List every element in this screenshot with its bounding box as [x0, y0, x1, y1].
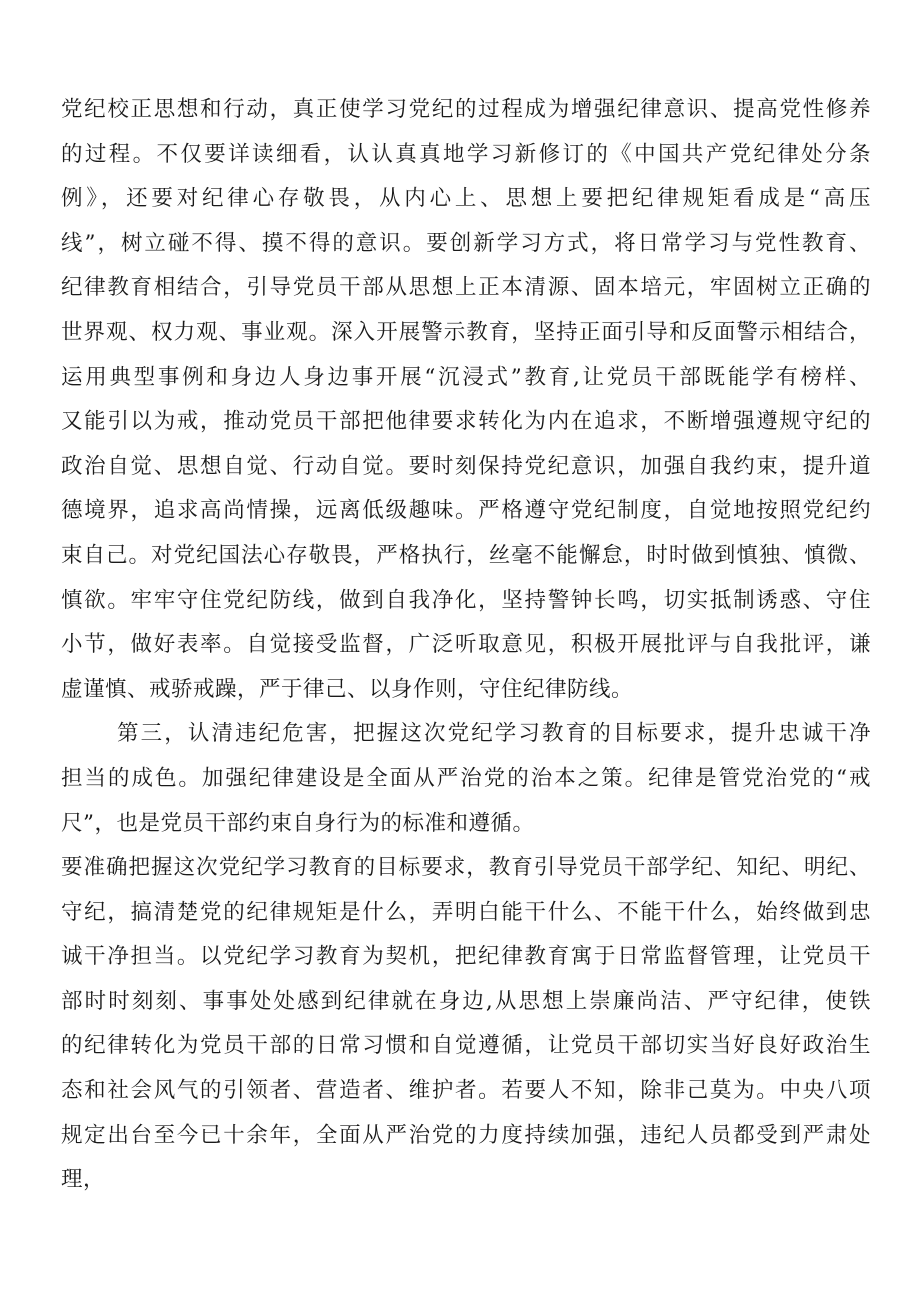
- text-line: 世界观、权力观、事业观。深入开展警示教育，坚持正面引导和反面警示相结合，: [61, 319, 871, 345]
- text-line: 运用典型事例和身边人身边事开展“沉浸式”教育,让党员干部既能学有榜样、: [61, 364, 871, 390]
- text-line: 诚干净担当。以党纪学习教育为契机，把纪律教育寓于日常监督管理，让党员干: [61, 944, 871, 970]
- text-line: 虚谨慎、戒骄戒躁，严于律己、以身作则，守住纪律防线。: [61, 676, 634, 702]
- text-line: 第三，认清违纪危害，把握这次党纪学习教育的目标要求，提升忠诚干净: [117, 721, 871, 747]
- text-line: 尺”，也是党员干部约束自身行为的标准和遵循。: [61, 810, 535, 836]
- text-line: 规定出台至今已十余年，全面从严治党的力度持续加强，违纪人员都受到严肃处: [61, 1122, 871, 1148]
- text-line: 政治自觉、思想自觉、行动自觉。要时刻保持党纪意识，加强自我约束，提升道: [61, 453, 871, 479]
- text-line: 又能引以为戒，推动党员干部把他律要求转化为内在追求，不断增强遵规守纪的: [61, 409, 871, 435]
- text-line: 担当的成色。加强纪律建设是全面从严治党的治本之策。纪律是管党治党的“戒: [61, 765, 871, 791]
- text-line: 要准确把握这次党纪学习教育的目标要求，教育引导党员干部学纪、知纪、明纪、: [61, 855, 871, 881]
- text-line: 小节，做好表率。自觉接受监督，广泛听取意见，积极开展批评与自我批评，谦: [61, 632, 871, 658]
- text-line: 德境界，追求高尚情操，远离低级趣味。严格遵守党纪制度，自觉地按照党纪约: [61, 498, 871, 524]
- text-line: 纪律教育相结合，引导党员干部从思想上正本清源、固本培元，牢固树立正确的: [61, 275, 871, 301]
- text-line: 线”，树立碰不得、摸不得的意识。要创新学习方式，将日常学习与党性教育、: [61, 230, 871, 256]
- text-line: 部时时刻刻、事事处处感到纪律就在身边,从思想上崇廉尚洁、严守纪律，使铁: [61, 988, 871, 1014]
- paragraph-3: [61, 846, 871, 1203]
- text-line: 的过程。不仅要详读细看，认认真真地学习新修订的《中国共产党纪律处分条: [61, 141, 871, 167]
- text-line: 党纪校正思想和行动，真正使学习党纪的过程成为增强纪律意识、提高党性修养: [61, 97, 871, 122]
- text-line: 束自己。对党纪国法心存敬畏，严格执行，丝毫不能懈怠，时时做到慎独、慎微、: [61, 542, 871, 568]
- text-line: 守纪，搞清楚党的纪律规矩是什么，弄明白能干什么、不能干什么，始终做到忠: [61, 899, 871, 925]
- paragraph-1: [61, 88, 871, 712]
- text-line: 理，: [61, 1167, 106, 1193]
- text-line: 态和社会风气的引领者、营造者、维护者。若要人不知，除非己莫为。中央八项: [61, 1078, 871, 1104]
- text-line: 慎欲。牢牢守住党纪防线，做到自我净化，坚持警钟长鸣，切实抵制诱惑、守住: [61, 587, 871, 613]
- text-line: 例》，还要对纪律心存敬畏，从内心上、思想上要把纪律规矩看成是“高压: [61, 186, 871, 212]
- text-line: 的纪律转化为党员干部的日常习惯和自觉遵循，让党员干部切实当好良好政治生: [61, 1033, 871, 1059]
- paragraph-2: [61, 712, 871, 846]
- document-body: [61, 88, 871, 1203]
